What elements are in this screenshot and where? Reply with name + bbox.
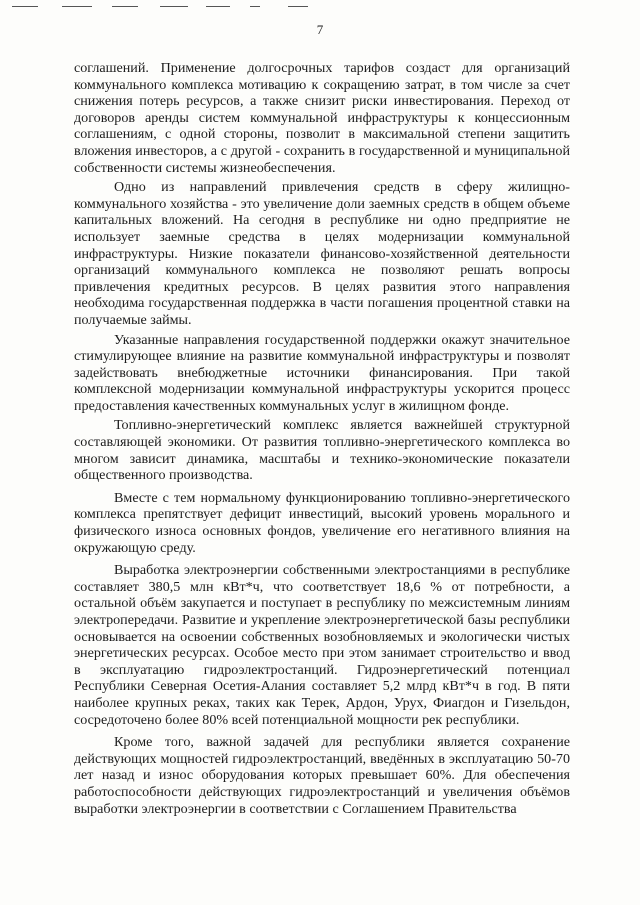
paragraph-5: Вместе с тем нормальному функционированию топливно-энергетического комплекса препятствует дефицит инвестиций, высокий уровень морального и физического износа основных фондов, увеличение его негативного влияния на окружающую среду. bbox=[74, 489, 570, 556]
paragraph-2: Одно из направлений привлечения средств в сферу жилищно-коммунального хозяйства - это увеличение доли заемных средств в общем объеме капитальных вложений. На сегодня в республике ни одно предприятие не использует заемные средства в целях модернизации коммунальной инфраструктуры. Низкие показатели финансово-хозяйственной деятельности организаций коммунального комплекса не позволяют решать вопросы привлечения кредитных ресурсов. В целях развития этого направления необходима государственная поддержка в части погашения процентной ставки на получаемые займы. bbox=[74, 179, 570, 328]
paragraph-6: Выработка электроэнергии собственными электростанциями в республике составляет 380,5 млн кВт*ч, что соответствует 18,6 % от потребности, а остальной объём закупается и поступает в республику по межсистемным линиям электропередачи. Развитие и укрепление электроэнергетической базы республики основывается на освоении собственных возобновляемых и экологически чистых энергетических ресурсах. Особое место при этом занимает строительство и ввод в эксплуатацию гидроэлектростанций. Гидроэнергетический потенциал Республики Северная Осетия-Алания составляет 5,2 млрд кВт*ч в год. В пяти наиболее крупных реках, таких как Терек, Ардон, Урух, Фиагдон и Гизельдон, сосредоточено более 80% всей потенциальной мощности рек республики. bbox=[74, 562, 570, 728]
paragraph-3: Указанные направления государственной поддержки окажут значительное стимулирующее влияние на развитие коммунальной инфраструктуры и позволят задействовать внебюджетные источники финансирования. При такой комплексной модернизации коммунальной инфраструктуры ускорится процесс предоставления качественных коммунальных услуг в жилищном фонде. bbox=[74, 331, 570, 414]
paragraph-1: соглашений. Применение долгосрочных тарифов создаст для организаций коммунального комплекса мотивацию к сокращению затрат, в том числе за счет снижения потерь ресурсов, а также снизит риски инвестирования. Переход от договоров аренды систем коммунальной инфраструктуры к концессионным соглашениям, с одной стороны, позволит в максимальной степени защитить вложения инвесторов, а с другой - сохранить в государственной и муниципальной собственности системы жизнеобеспечения. bbox=[74, 60, 570, 176]
page-number: 7 bbox=[316, 22, 324, 37]
scan-top-marks bbox=[0, 0, 640, 14]
document-body bbox=[74, 60, 570, 820]
paragraph-7: Кроме того, важной задачей для республики является сохранение действующих мощностей гидроэлектростанций, введённых в эксплуатацию 50-70 лет назад и износ оборудования которых превышает 60%. Для обеспечения работоспособности действующих гидроэлектростанций и увеличения объёмов выработки электроэнергии в соответствии с Соглашением Правительства bbox=[74, 734, 570, 817]
paragraph-4: Топливно-энергетический комплекс является важнейшей структурной составляющей экономики. От развития топливно-энергетического комплекса во многом зависит динамика, масштабы и технико-экономические показатели общественного производства. bbox=[74, 417, 570, 484]
